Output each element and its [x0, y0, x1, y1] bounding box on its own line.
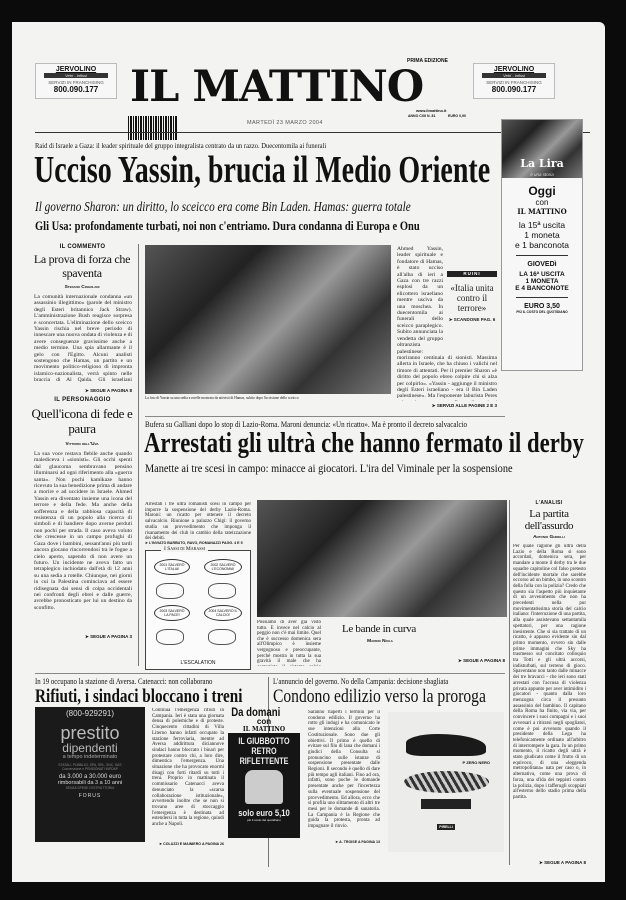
bande-author: Marino Niola [367, 639, 393, 644]
lira-item1: 1 moneta [524, 230, 560, 240]
personaggio-body: La sua voce restava flebile anche quando malediceva i «sionisti». Gli occhi spenti dal glaucoma sembravano pensino illuminarsi ad ogni riferimento alla «guerra santa». Non pochi kamikaze hanno ricevuto la sua benedizione prima di andare a morire e ad uccidere in Israele. Ahmed Yassin era diventato insieme una icona del terrore e della fede. Ma anche della sofferenza e della rabbiosa capacità di resistenza di un popolo alla ricerca di simboli e di bandiere dopo averne perduti non pochi per strada. Il caso aveva voluto che crescesse in un campo profughi di Gaza dove i bambini, sessant'anni più tardi ancora giocano rincorrendosi tra le fogne a cielo aperto, sapendo di non avere un futuro. Un incidente ne aveva fatto un tetraplegico inchiodato dall'età di 12 anni su una sedia a rotelle. Chiunque, nei giorni in cui la Palestina cominciava ad essere ridisegnata dai sensi di colpa occidentali nei confronti degli ebrei e dalle guerre, avrebbe pronosticato per lui un destino da sconfitto. [34, 451, 132, 611]
giubbotto-product: RIFLETTENTE [239, 756, 289, 766]
jacket-image [245, 770, 283, 804]
pirelli-brand: PIRELLI [439, 825, 453, 829]
analisi-title[interactable]: La partita dell'assurdo [524, 508, 574, 532]
issue-date: MARTEDÌ 23 MARZO 2004 [247, 120, 323, 126]
personaggio-title[interactable]: Quell'icona di fede e paura [31, 406, 133, 436]
prestito-term: rimborsabili da 3 a 10 anni [57, 780, 123, 786]
section-label: IL PERSONAGGIO [54, 397, 111, 403]
ad-brand: JERVOLINO [55, 66, 97, 73]
section-rule [35, 673, 505, 674]
ad-service: SERVIZI IN FRANCHISING [486, 80, 542, 85]
lira-ad[interactable] [501, 119, 583, 371]
sole-image [404, 771, 489, 793]
lira-ad-subtitle: è una storia [530, 172, 554, 177]
giubbotto-product: IL GIUBBOTTO [238, 736, 290, 746]
bande-ref[interactable]: ➤ SEGUE A PAGINA 8 [458, 658, 505, 663]
lira-today: Oggi [528, 184, 556, 198]
rifiuti-ref[interactable]: ➤ COLUZZI E MAINIERO A PAGINA 26 [159, 842, 224, 846]
cartoon-figure [156, 583, 184, 599]
sport-ref[interactable]: ➤ L'INVIATO BARBUTO, RAVO, ROMANAZZI PAGG. 4 E 5 [145, 541, 243, 545]
ad-right[interactable] [473, 63, 555, 99]
quote-text[interactable]: «Italia unita contro il terrore» [450, 283, 494, 314]
ad-brand: JERVOLINO [493, 66, 535, 73]
lead-photo[interactable] [145, 245, 391, 394]
commento-author: Stefano Cingolani [64, 285, 100, 290]
cartoon-bubble: 2002 SALVERÒ L'ECONOMIA! [204, 559, 242, 575]
quote-label: RUINI [447, 271, 497, 277]
analisi-body: Per quale ragione gli ultrà della Lazio e della Roma si sono accordati, domenica sera, per mandare a monte il derby tra le due squadre capitoline col falso pretesto dell'incidente mortale che sarebbe occorso ad un bimbo, in uno scontro della folla con la polizia? Credo che questo sia l'aspetto più inquietante di un avvenimento che non ha precedenti nella pur movimentatissima storia del calcio italiano: l'interruzione di una partita, alla quale assistevano settantamila spettatori, per una ragione inesistente. Che si sia trattato di un ricatto, è apparso evidente sin dal primo momento, ovvero sin dalle prime immagini che Sky ha trasmesso sul concitato colloquio tra Totti e gli ultrà accorsi, indisturbati, sul terreno di gioco. Spaventano non tanto dalle minacce dei tre bravacci - che ieri sono stati arrestati con l'accusa di violenza privata appunto per aver intimidito i giocatori - quanto dalla loro menzogna circa il presunto assassinio del bambino. Il capitano della Roma ha finito, via via, per convincere i suoi compagni e i suoi avversari a ritirarsi negli spogliatoi, come è poi avvenuto quando il presidente della Lega ha telefonicamente ordinato all'arbitro di interrompere la gara. In un primo momento, il ricatto degli ultrà è stato giudicato come il frutto di un equivoco, di una «leggenda metropolitana» nata per caso o, in alternativa, come una prova di forza, una sfida dei teppisti contro la polizia, dopo i tafferugli scoppiati all'esterno dello stadio prima della partita. [513, 544, 586, 800]
quote-box [447, 271, 497, 351]
giubbotto-ad[interactable] [228, 707, 300, 842]
lira-issue-today: la 15ª uscita [518, 220, 566, 230]
lira-item2: e 1 banconota [515, 240, 569, 250]
prestito-line2: Convenzione e PENSIONATI INPDAP [62, 767, 118, 771]
giubbotto-line2: con [256, 717, 272, 726]
lira-item4: E 4 BANCONOTE [515, 285, 569, 292]
sport-photo[interactable] [257, 500, 507, 617]
lead-headline[interactable]: Ucciso Yassin, brucia il Medio Oriente [34, 149, 491, 191]
cartoon-figure [156, 629, 184, 645]
pirelli-model: P ZERO NERO [462, 760, 490, 765]
section-label: L'ANALISI [535, 500, 563, 506]
ad-tagline: Vetri - Infissi [44, 73, 108, 78]
cartoon-caption: L'ESCALATION [180, 660, 216, 666]
shoe-image [406, 734, 486, 756]
lira-ad-image [502, 120, 582, 178]
giubbotto-paper: IL MATTINO [242, 726, 286, 733]
issue-number: ANNO CXII N. 81 [408, 114, 436, 118]
commento-body: La comunità internazionale condanna «un assassinio illegittimo» (parole del ministro degli Esteri britannico Jack Straw). L'amministrazione Bush reagisce sorpresa e sconcertata. L'eliminazione dello sceicco Yassin rischia nel breve periodo di innescare una nuova ondata di violenza e di avere conseguenze gravissime anche a medio termine. Una spia allarmante è il gelo con l'Egitto. Alcuni analisti sostengono che Hamas, un partito e un movimento politico-religioso di impronta islamico-nazionalista, verrà spinto nelle braccia di Al Qaida. Gli israeliani [34, 294, 132, 384]
ad-phone: 800.090.177 [53, 85, 99, 94]
prestito-amount: da 3.000 a 30.000 euro [58, 774, 122, 780]
sport-subhead: Manette ai tre scesi in campo: minacce ai giocatori. L'ira del Viminale per la sospensione [145, 461, 513, 475]
issue-price: EURO 0,90 [448, 114, 466, 118]
rifiuti-body: Continua l'emergenza rifiuti in Campania. Ieri è stata una giornata densa di polemiche e di proteste. Cinquecento cittadini di Villa Literno hanno infatti occupato la stazione ferroviaria, mentre ad Aversa addirittura diciannove sindaci hanno bloccato i binari per protestare contro chi, a loro dire, dimentica l'emergenza. Una situazione che ha provocato enormi disagi con forti ritardi su tutti i treni. Proprio in mattinata il commissario Catenacci aveva denunciato la «scarsa collaborazione istituzionale», avvertendo inoltre che se non si trovano aree di stoccaggio l'emergenza è destinata ad estendersi in tutta la regione, quindi anche a Napoli. [152, 708, 224, 828]
column-rule [509, 500, 510, 865]
lira-price-note: PIÙ IL COSTO DEL QUOTIDIANO [516, 310, 568, 314]
lira-paper: IL MATTINO [517, 207, 567, 216]
commento-ref[interactable]: ➤ SEGUE A PAGINA 8 [85, 388, 132, 393]
cartoon-bubble: 2001 SALVERÒ L'ITALIA! [154, 559, 190, 575]
cartoon-bubble: 2004 SALVERÒ IL CALCIO! [204, 605, 242, 621]
bande-title[interactable]: Le bande in curva [341, 623, 416, 635]
condono-ref[interactable]: ➤ A. TROISE A PAGINA 13 [335, 840, 380, 844]
lead-ref[interactable]: ➤ SERVIZI ALLE PAGINE 2 E 3 [431, 403, 497, 408]
lead-kicker: Raid di Israele a Gaza: il leader spirituale del gruppo integralista centrato da un razzo. Duecentomila ai funerali [35, 141, 327, 150]
bande-body: Possiamo di aver già visto tutto. E invece nel calcio al peggio non c'è mai limite. Quel che è successo domenica sera all'Olimpico è insieme vergognoso e preoccupante, perché mostra in tutta la sua gravità il male che ha [257, 620, 321, 665]
lira-ad-title: La Lira [520, 157, 564, 170]
prestito-title: prestito [60, 723, 120, 743]
edition-label: PRIMA EDIZIONE [407, 58, 448, 64]
giubbotto-price-note: più il costo del quotidiano [247, 818, 281, 822]
prestito-line1: STATALI, PUBBLICI, SPA, SRL, SNC, SAS [58, 763, 122, 767]
cartoon-figure [208, 629, 236, 645]
giubbotto-product: RETRO [251, 746, 277, 756]
giubbotto-price: solo euro 5,10 [238, 808, 290, 818]
lira-thursday: GIOVEDì [527, 261, 557, 268]
prestito-title2: dipendenti [62, 741, 118, 755]
giubbotto-line1: Da domani [231, 705, 281, 719]
barcode [128, 116, 178, 140]
condono-headline[interactable]: Condono edilizio verso la proroga [273, 686, 486, 707]
column-rule [138, 244, 139, 666]
cartoon-figure [208, 583, 236, 599]
rifiuti-kicker: In 19 occupano la stazione di Aversa. Catenacci: non collaborano [35, 677, 213, 686]
cartoon-bubble: 2003 SALVERÒ LA PACE! [154, 605, 190, 621]
ad-tagline: Vetri - Infissi [482, 73, 546, 78]
lira-issue-next: LA 16ª USCITA [519, 271, 565, 278]
section-label: IL COMMENTO [59, 244, 106, 250]
commento-title[interactable]: La prova di forza che spaventa [33, 252, 131, 280]
ad-phone: 800.090.177 [491, 85, 537, 94]
ad-left[interactable] [35, 63, 117, 99]
lead-subhead-italic: Il governo Sharon: un diritto, lo sceicco era come Bin Laden. Hamas: guerra totale [35, 200, 411, 215]
lead-body: Ahmed Yassin, leader spirituale e fondatore di Hamas, è stato ucciso all'alba di ieri a Gaza con tre razzi esplosi da un elicottero israeliano mentre usciva da una moschea. In duecentomila ai funerali dello sceicco paraplegico. Subito annunciata la vendetta del gruppo oltranzista palestinese: moriranno centinaia di sionisti. Massima allerta in Israele, che ha chiuso i valichi nel timore di attentati. Per il premier Sharon «è diritto del popolo ebreo colpire chi si alza per colpirlo». «Yassin - aggiunge il ministro degli Esteri israeliano - era il Bin Laden palestinese». Ma l'esponente laburista Peres [397, 246, 497, 400]
newspaper-page [12, 22, 605, 882]
sport-body: Arrestati i tre ultrà romanisti scesi in campo per imporre la sospensione del derby Lazio-Roma. Maroni: un ricatto per ottenere il decreto salvacalcio. Riunione a palazzo Chigi: il governo studia un provvedimento che imponga il risanamento dei club in cambio della rateizzazione dei debiti. [145, 502, 251, 540]
condono-kicker: L'annuncio del governo. No della Campania: decisione sbagliata [273, 677, 449, 686]
cartoon-title: I Sassi di Marassi [161, 546, 208, 552]
analisi-ref[interactable]: ➤ SEGUE A PAGINA 8 [539, 860, 586, 865]
sport-kicker: Bufera su Galliani dopo lo stop di Lazio-Roma. Maroni denuncia: «Un ricatto». Ma è pronto il decreto salvacalcio [145, 420, 468, 429]
divider [516, 297, 568, 298]
section-rule [145, 416, 505, 417]
lead-photo-caption: La foto di Yassin su una sedia a rotelle mostrata da attivisti di Hamas, subito dopo l'uccisione dello sceicco [145, 396, 299, 400]
ad-service: SERVIZI IN FRANCHISING [48, 80, 104, 85]
quote-ref[interactable]: ➤ SCANDONE PAG. 6 [448, 317, 496, 323]
condono-body: Saranno riaperti i termini per il condono edilizio. Il governo ha rotto gli indugi e ha comunicato le sue intenzioni alla Corte Costituzionale. Sono due gli obiettivi. Il primo è quello di evitare sul filo di lana che domani i giudici della Consulta si pronuncino sulle istanze di sospensione presentate dalle Regioni. Il secondo è quello di dare più tempo agli italiani. Fino ad ora, infatti, sono poche le domande presentate anche per l'incertezza sulla eventuale sospensione del provvedimento. Ed allora, ecco che si profila uno slittamento di altri tre mesi per le domande di sanatoria. La Campania è la Regione che guida la protesta, pronta ad impugnare il rinvio. [308, 710, 380, 830]
divider [516, 255, 568, 256]
lead-body-wrap [397, 246, 497, 401]
prestito-note: SENZA SPESE D'ISTRUTTORIA [65, 786, 115, 790]
masthead-logo: IL MATTINO [130, 62, 424, 112]
lira-price: EURO 3,50 [524, 303, 560, 310]
prestito-brand: FORUS [78, 793, 102, 799]
sport-headline[interactable]: Arrestati gli ultrà che hanno fermato il derby [144, 427, 584, 459]
prestito-sub: a tempo indeterminato [62, 754, 118, 760]
lira-item3: 1 MONETA [525, 278, 559, 285]
pirelli-logo-p [421, 799, 471, 809]
personaggio-ref[interactable]: ➤ SEGUE A PAGINA 3 [85, 634, 132, 639]
giubbotto-panel [228, 733, 300, 838]
prestito-ad[interactable] [35, 707, 145, 842]
pirelli-ad[interactable] [388, 712, 504, 852]
cartoon[interactable] [145, 546, 251, 670]
rifiuti-headline[interactable]: Rifiuti, i sindaci bloccano i treni [35, 686, 243, 707]
prestito-phone: (800-929291) [65, 709, 115, 718]
website-link[interactable]: www.ilmattino.it [416, 108, 447, 113]
lira-with: con [535, 198, 549, 207]
personaggio-author: Vittorio dell'Uva [65, 442, 99, 447]
analisi-author: Antonio Ghirelli [533, 535, 565, 540]
lead-subhead-bold: Gli Usa: profondamente turbati, noi non c'entriamo. Dura condanna di Europa e Onu [35, 219, 420, 233]
